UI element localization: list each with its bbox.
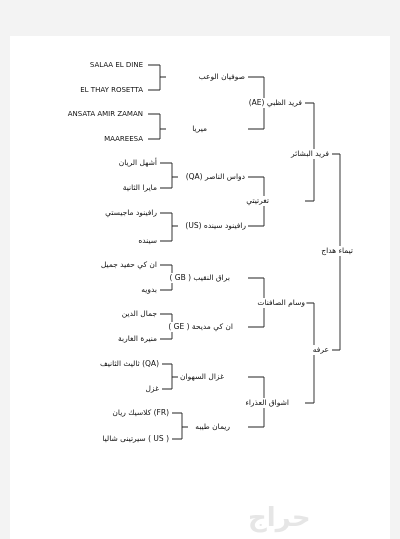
gen5-name: مايرا الثانية — [122, 183, 157, 192]
gen5-name: ANSATA AMIR ZAMAN — [67, 110, 143, 118]
gen5-name: أشهل الريان — [118, 158, 157, 167]
bracket-connector — [160, 163, 178, 188]
dam-name: عرفه — [312, 345, 329, 354]
gen5-name: منيرة الغاربة — [118, 334, 157, 343]
gen5-name: ان كي حفيد جميل — [100, 260, 157, 269]
haraj-watermark-logo: حراج — [248, 503, 311, 533]
gen4-name: رافينود سينده (US) — [185, 221, 246, 230]
sire-sire-name: فريد الظبي (AE) — [248, 98, 302, 107]
gen5-name: ( US ) سيرتينى شاليا — [102, 434, 169, 443]
gen4-name: غزال السهوان — [180, 372, 224, 381]
gen5-name: بدويه — [141, 285, 157, 294]
bracket-connector — [148, 65, 166, 90]
gen5-name: SALAA EL DINE — [89, 61, 143, 69]
dam-sire-name: وسام الصافنات — [257, 298, 305, 307]
bracket-connector — [160, 213, 178, 241]
gen5-name: MAAREESA — [104, 135, 143, 143]
gen4-name: ان كي مديحة ( GE ) — [168, 322, 233, 331]
gen4-name: صوفيان الوعب — [198, 72, 245, 81]
gen4-name: ميريا — [192, 124, 207, 133]
gen5-name: (QA) ثاليث الثانيف — [100, 359, 159, 368]
gen5-name: (FR) كلاسيك ريان — [112, 408, 169, 417]
gen5-name: رافينود ماجيستي — [105, 208, 157, 217]
bracket-connector — [148, 114, 166, 139]
gen5-name: سينده — [138, 236, 157, 245]
gen4-name: براق النقيب ( GB ) — [169, 273, 230, 282]
gen5-name: جمال الدين — [121, 309, 157, 318]
dam-dam-name: اشواق العذراء — [245, 398, 289, 407]
gen5-name: EL THAY ROSETTA — [80, 86, 143, 94]
gen5-name: غزل — [145, 384, 159, 393]
gen4-name: دواس الناصر (QA) — [185, 172, 245, 181]
bracket-connector — [162, 364, 178, 389]
sire-name: فريد البشائر — [291, 149, 329, 158]
horse-name: تيماء هداج — [321, 246, 353, 255]
sire-dam-name: تغرتيتي — [246, 196, 269, 205]
bracket-connector — [172, 413, 188, 439]
gen4-name: ريمان طيبه — [195, 422, 230, 431]
